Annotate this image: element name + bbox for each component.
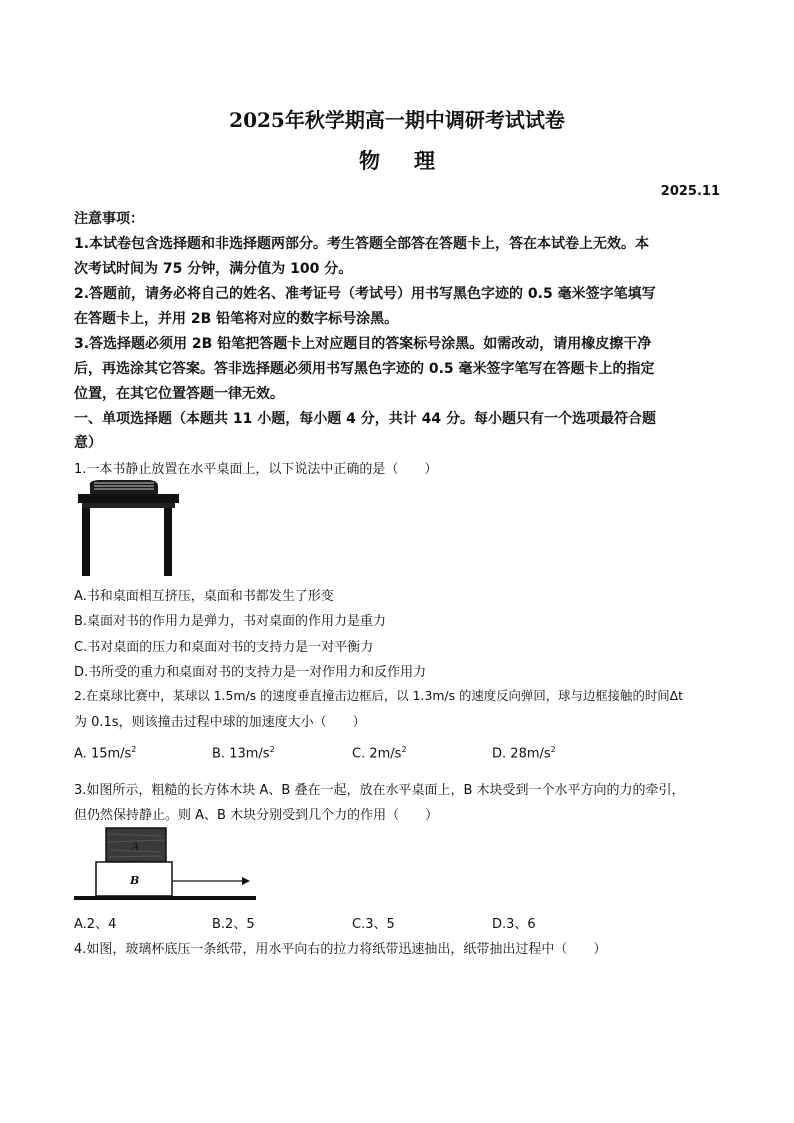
q3-stem: 3.如图所示，粗糙的长方体木块 A、B 叠在一起，放在水平桌面上，B 木块受到一个水平方向的力的牵引， [74,783,685,798]
q2-option-a: A. $15m/s^2$ [74,745,137,762]
q3-stem-cont: 但仍然保持静止。则 A、B 木块分别受到几个力的作用（ ） [74,808,439,823]
notice-line: 1.本试卷包含选择题和非选择题两部分。考生答题全部答在答题卡上，答在本试卷上无效。本 [74,236,650,252]
notice-line: 2.答题前，请务必将自己的姓名、准考证号（考试号）用书写黑色字迹的 0.5 毫米签字笔填写 [74,286,656,302]
section-heading: 一、单项选择题（本题共 11 小题，每小题 4 分，共计 44 分。每小题只有一个选项最符合题 [74,411,656,427]
q1-option-b: B.桌面对书的作用力是弹力，书对桌面的作用力是重力 [74,614,387,629]
q4-stem: 4.如图，玻璃杯底压一条纸带，用水平向右的拉力将纸带迅速抽出，纸带抽出过程中（ ） [74,942,607,957]
q1-option-c: C.书对桌面的压力和桌面对书的支持力是一对平衡力 [74,640,374,655]
q3-option-d: D.3、6 [492,917,536,932]
q1-option-a: A.书和桌面相互挤压，桌面和书都发生了形变 [74,589,334,604]
block-b-label: B [130,874,140,887]
subject-title [0,145,794,175]
ground-line [74,896,256,900]
q3-option-b: B.2、5 [212,917,255,932]
notice-line: 次考试时间为 75 分钟，满分值为 100 分。 [74,261,353,277]
q2-option-c: C. $2m/s^2$ [352,745,407,762]
blocks-figure [74,826,260,904]
section-heading-cont: 意） [74,435,102,451]
book-on-table-figure [78,480,180,580]
q1-stem: 1.一本书静止放置在水平桌面上，以下说法中正确的是（ ） [74,462,438,477]
subject-char-1: 物 [359,148,380,173]
subject-char-2: 理 [414,148,435,173]
notice-heading: 注意事项： [74,211,144,227]
q3-option-c: C.3、5 [352,917,395,932]
notice-line: 后，再选涂其它答案。答非选择题必须用书写黑色字迹的 0.5 毫米签字笔写在答题卡上的指定 [74,361,655,377]
exam-title: 2025年秋学期高一期中调研考试试卷 [229,108,565,132]
q2-option-b: B. $13m/s^2$ [212,745,275,762]
notice-line: 位置，在其它位置答题一律无效。 [74,386,284,402]
q1-option-d: D.书所受的重力和桌面对书的支持力是一对作用力和反作用力 [74,665,427,680]
arrow-head-icon [242,877,250,885]
notice-line: 3.答选择题必须用 2B 铅笔把答题卡上对应题目的答案标号涂黑。如需改动，请用橡皮擦干净 [74,336,652,352]
notice-line: 在答题卡上，并用 2B 铅笔将对应的数字标号涂黑。 [74,311,399,327]
q2-stem: 2.在桌球比赛中，某球以 1.5m/s 的速度垂直撞击边框后，以 1.3m/s 的速度反向弹回，球与边框接触的时间Δt [74,688,683,703]
q2-stem-cont: 为 0.1s，则该撞击过程中球的加速度大小（ ） [74,715,366,730]
exam-date: 2025.11 [660,184,720,199]
q2-option-d: D. $28m/s^2$ [492,745,556,762]
block-a-label: A [132,842,140,853]
q3-option-a: A.2、4 [74,917,117,932]
